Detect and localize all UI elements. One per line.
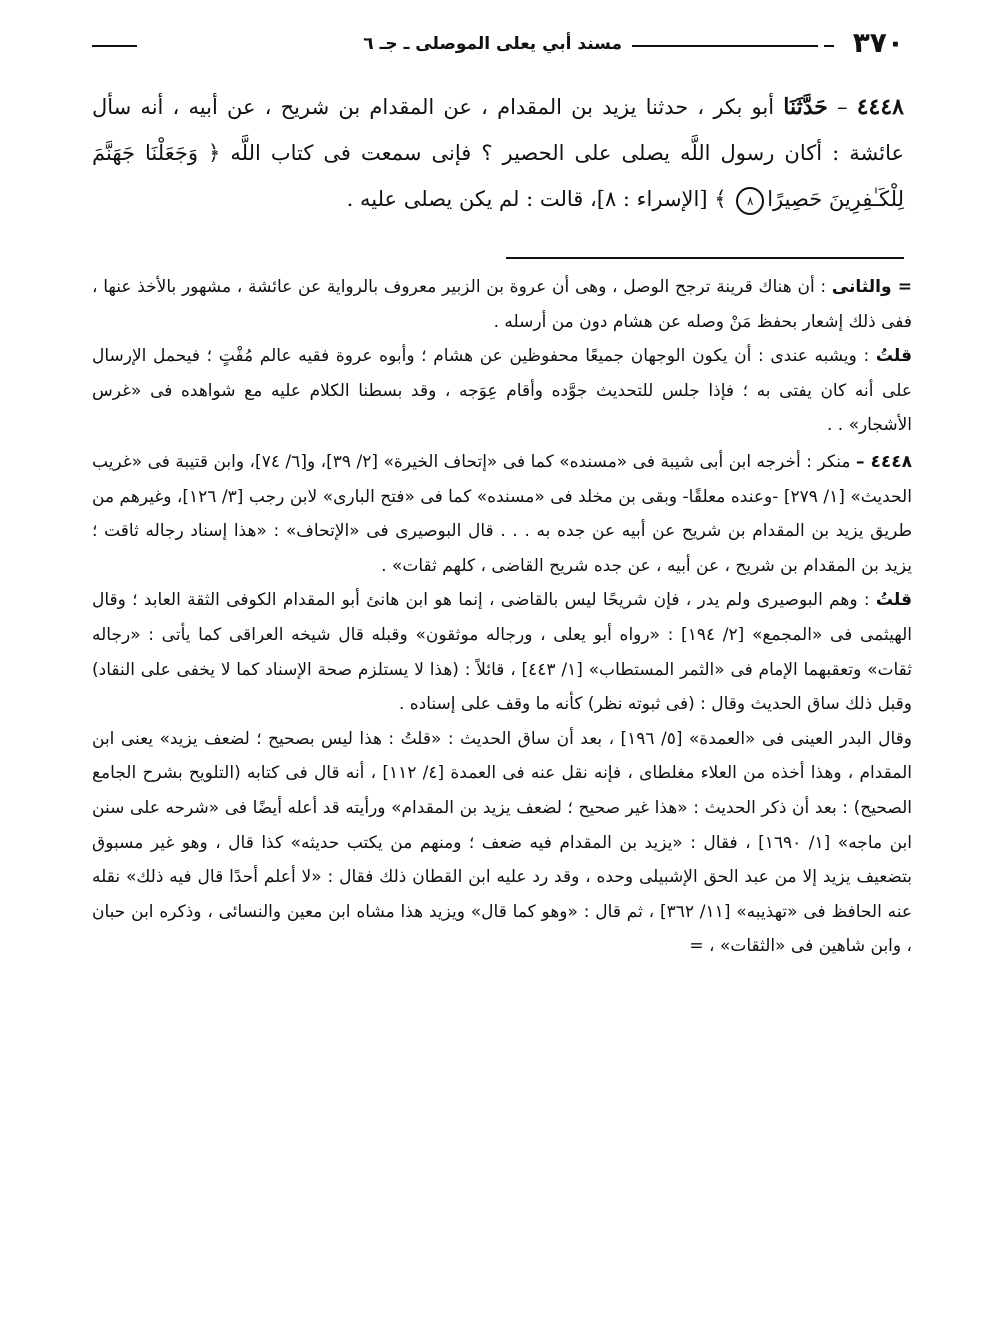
footnote-text: منكر : أخرجه ابن أبى شيبة فى «مسنده» كما فى «إتحاف الخيرة» [٢/ ٣٩]، و[٦/ ٧٤]، وابن قتيبة فى «غريب الحديث» [١/ ٢٧٩] -وعنده معلقًا- وبقى بن مخلد فى «مسنده» كما فى «فتح البارى» لابن رجب [٣/ ١٢٦]، وغيرهم من طريق يزيد بن المقدام بن شريح عن أبيه عن جده به . . . قال البوصيرى فى «الإتحاف» : «هذا إسناد رجاله ثاقت ؛ يزيد بن المقدام بن شريح ، عن أبيه ، عن جده شريح القاضى ، كلهم ثقات» . <box>92 451 912 576</box>
running-title: مسند أبي يعلى الموصلى ـ جـ ٦ <box>363 34 622 54</box>
hadith-text <box>92 84 904 222</box>
footnote-text: : أن هناك قرينة ترجح الوصل ، وهى أن عروة بن الزبير معروف بالرواية عن عائشة ، مشهور بالأخذ عنها ، ففى ذلك إشعار بحفظ مَنْ وصله عن هشام دون من أرسله . <box>92 277 912 332</box>
header-rule-right <box>632 45 818 47</box>
hadith-body-end: ﴾ [الإسراء : ٨]، قالت : لم يكن يصلى عليه . <box>346 187 734 211</box>
footnote-paragraph <box>92 583 912 721</box>
footnote-lead: = والثانى <box>831 277 912 297</box>
ayah-number-icon: ٨ <box>736 187 764 215</box>
footnotes <box>92 270 912 964</box>
footnote-paragraph <box>92 339 912 443</box>
footnote-text: : ويشبه عندى : أن يكون الوجهان جميعًا محفوظين عن هشام ؛ وأبوه عروة فقيه عالم مُفْتٍ ؛ فيحمل الإرسال على أنه كان يفتى به ؛ فإذا جلس للتحديث جوَّده وأقام عِوَجه ، وقد بسطنا الكلام عليه مع شواهده فى «غرس الأشجار» . . <box>92 346 912 436</box>
footnote-lead: ٤٤٤٨ – <box>855 451 912 472</box>
footnote-separator <box>506 257 904 259</box>
footnote-text: : وهم البوصيرى ولم يدر ، فإن شريحًا ليس بالقاضى ، إنما هو ابن هانئ أبو المقدام الكوفى الثقة العابد ؛ وقال الهيثمى فى «المجمع» [٢/ ١٩٤] : «رواه أبو يعلى ، ورجاله موثقون» وقبله قال شيخه العراقى كما يأتى : «رجاله ثقات» وتعقبهما الإمام فى «الثمر المستطاب» [١/ ٤٤٣] ، قائلاً : (هذا لا يستلزم صحة الإسناد كما لا يخفى على النقاد) وقبل ذلك ساق الحديث وقال : (فى ثبوته نظر) كأنه ما وقف على إسناده . <box>92 590 912 715</box>
running-header <box>92 28 904 58</box>
hadith-body-start: أبو بكر ، حدثنا يزيد بن المقدام ، عن المقدام بن شريح ، عن أبيه ، أنه سأل عائشة : أكان رسول اللَّه يصلى على الحصير ؟ فإنى سمعت فى كتاب اللَّه ﴿ <box>92 95 905 165</box>
hadith-dash: – <box>827 95 857 119</box>
hadith-lead-word: حَدَّثَنَا <box>783 94 828 120</box>
hadith-number: ٤٤٤٨ <box>856 94 904 120</box>
footnote-paragraph <box>92 270 912 339</box>
page-number: ٣٧٠ <box>852 26 904 59</box>
footnote-paragraph <box>92 445 912 583</box>
footnote-text: وقال البدر العينى فى «العمدة» [٥/ ١٩٦] ، بعد أن ساق الحديث : «قلتُ : هذا ليس بصحيح ؛ لضعف يزيد» يعنى ابن المقدام ، وهذا أخذه من العلاء مغلطاى ، فإنه نقل عنه فى العمدة [٤/ ١١٢] ، أنه قال فى كتابه (التلويح بشرح الجامع الصحيح) : بعد أن ذكر الحديث : «هذا غير صحيح ؛ لضعف يزيد بن المقدام» ورأيته قد أعله أيضًا فى «شرحه على سنن ابن ماجه» [١/ ١٦٩٠] ، فقال : «يزيد بن المقدام فيه ضعف ؛ ومنهم من يكتب حديثه» كذا قال ، وهو غير مسبوق بتضعيف يزيد إلا من عبد الحق الإشبيلى وحده ، وقد رد عليه ابن القطان ذلك فقال : «لا أعلم أحدًا قال فيه ذلك» نقله عنه الحافظ فى «تهذيبه» [١١/ ٣٦٢] ، ثم قال : «وهو كما قال» ويزيد هذا مشاه ابن معين والنسائى ، وذكره ابن حبان ، وابن شاهين فى «الثقات» ، = <box>92 728 912 957</box>
footnote-lead: قلتُ <box>875 346 912 367</box>
header-rule-dash <box>824 45 834 47</box>
footnote-paragraph <box>92 722 912 964</box>
quran-quote: وَجَعَلْنَا جَهَنَّمَ لِلْكَـٰفِرِينَ حَصِيرًا <box>92 141 904 211</box>
footnote-lead: قلتُ <box>875 590 912 611</box>
header-rule-left <box>92 45 137 47</box>
